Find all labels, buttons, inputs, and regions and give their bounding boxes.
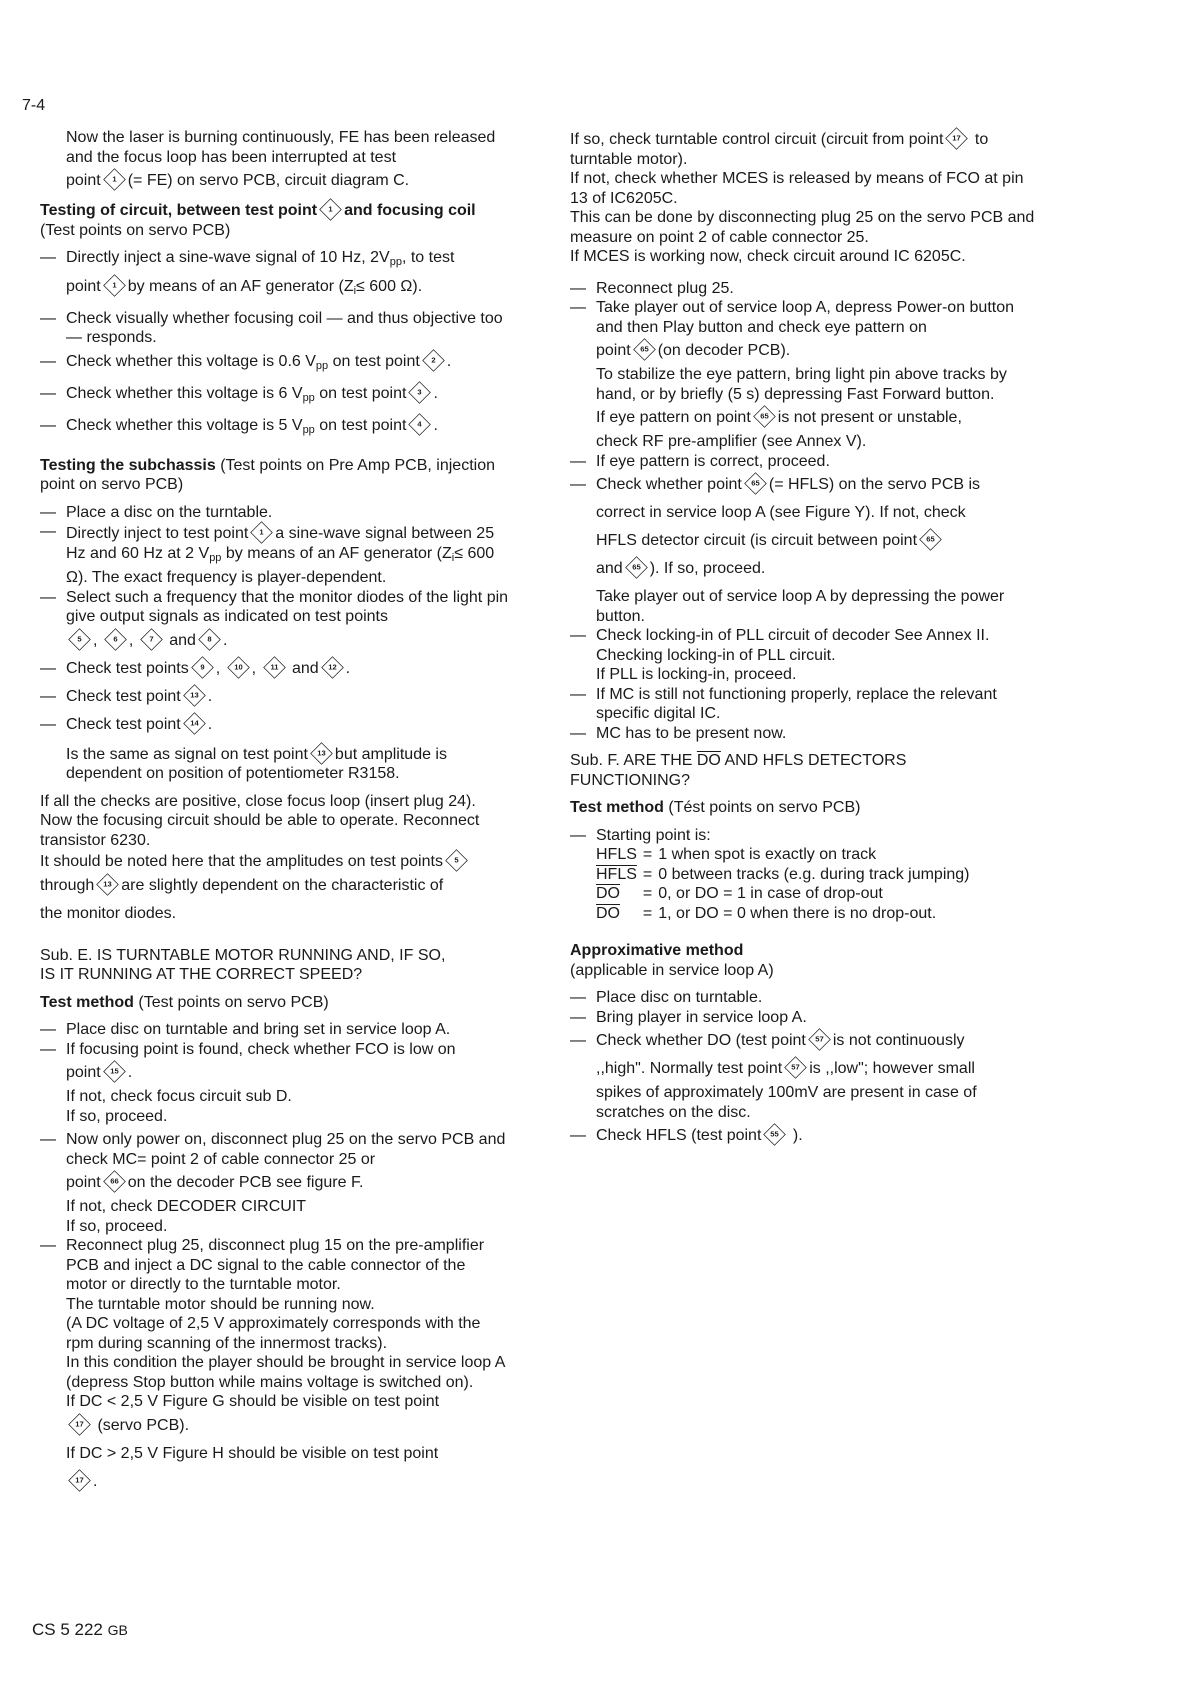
test-point-marker: 4	[409, 413, 432, 436]
test-point-marker: 1	[103, 274, 126, 297]
step-e-dc-less-point: 17 (servo PCB).	[40, 1412, 510, 1440]
step-hfls-and: and 65 ). If so, proceed.	[570, 555, 1044, 583]
step-eye-pattern-point: point 65 (on decoder PCB).	[570, 337, 1044, 365]
step-check-voltage-5: — Check whether this voltage is 5 $V_{pp}$ on test point 4 .	[40, 412, 510, 444]
table-row: HFLS = 0 between tracks (e.g. during track jumping)	[596, 865, 970, 883]
step-check-do: — Check whether DO (test point 57 is not continuously	[570, 1027, 1044, 1055]
test-point-marker: 10	[227, 656, 250, 679]
test-point-marker: 65	[625, 556, 648, 579]
step-e-power-on: — Now only power on, disconnect plug 25 on the servo PCB and check MC= point 2 of cable connector 25 or	[40, 1130, 510, 1169]
step-e-if-not: If not, check focus circuit sub D.	[66, 1088, 292, 1105]
test-point-marker: 1	[103, 168, 126, 191]
step-e-reconnect: — Reconnect plug 25, disconnect plug 15 on the pre-amplifier PCB and inject a DC signal to the cable connector of the motor or directly to the turntable motor.	[40, 1236, 510, 1295]
paragraph-mces: If not, check whether MCES is released by means of FCO at pin 13 of IC6205C.	[570, 170, 1024, 207]
step-inject-sine: — Directly inject a sine-wave signal of 10 Hz, $2V_{pp}$, to test	[40, 248, 510, 273]
step-check-test-points: — Check test points 9 , 10 , 11 and 12 .	[40, 655, 510, 683]
step-bring-player: — Bring player in service loop A.	[570, 1008, 1044, 1028]
step-e-place-disc: — Place disc on turntable and bring set in service loop A.	[40, 1020, 510, 1040]
paragraph-mces-working: If MCES is working now, check circuit around IC 6205C.	[570, 248, 966, 265]
test-point-marker: 17	[946, 127, 969, 150]
test-point-marker: 55	[764, 1123, 787, 1146]
step-e-focusing: — If focusing point is found, check whether FCO is low on	[40, 1040, 510, 1060]
heading-approximative-sub: (applicable in service loop A)	[570, 961, 774, 979]
test-point-marker: 14	[183, 712, 206, 735]
step-eye-unstable: If eye pattern on point 65 is not present or unstable,	[570, 404, 1044, 432]
test-point-marker: 65	[744, 472, 767, 495]
step-e-dc-greater-point: 17 .	[40, 1468, 510, 1496]
step-check-rf: check RF pre-amplifier (see Annex V).	[596, 433, 867, 450]
test-point-marker: 57	[784, 1056, 807, 1079]
right-column	[570, 128, 1044, 1150]
step-check-hfls-point: — Check whether point 65 (= HFLS) on the servo PCB is	[570, 471, 1044, 499]
step-e-focusing-point: point 15 .	[40, 1059, 510, 1087]
paragraph-amplitudes-cont: through 13 are slightly dependent on the characteristic of	[40, 872, 510, 900]
step-e-if-so-2: If so, proceed.	[66, 1217, 168, 1235]
step-check-coil: — Check visually whether focusing coil — and thus objective too — responds.	[40, 309, 510, 348]
heading-sub-e-line2: IS IT RUNNING AT THE CORRECT SPEED?	[40, 966, 363, 983]
step-check-14: — Check test point 14 .	[40, 711, 510, 739]
step-reconnect-25: — Reconnect plug 25.	[570, 279, 1044, 299]
step-e-decoder: If not, check DECODER CIRCUIT	[66, 1198, 307, 1215]
step-inject-sine-point: point 1 by means of an AF generator ($Z_i\le 600$ Ω).	[40, 273, 510, 305]
test-point-marker: 13	[183, 684, 206, 707]
test-point-marker: 65	[919, 528, 942, 551]
step-mc-present: — MC has to be present now.	[570, 724, 1044, 744]
heading-sub-e-line1: Sub. E. IS TURNTABLE MOTOR RUNNING AND, IF SO,	[40, 946, 446, 964]
step-e-dc-less: If DC < 2,5 V Figure G should be visible on test point	[66, 1393, 440, 1410]
test-point-marker: 15	[103, 1060, 126, 1083]
step-pll-locking: — Check locking-in of PLL circuit of decoder See Annex II. Checking locking-in of PLL circuit.	[570, 626, 1044, 665]
heading-approximative: Approximative method	[570, 942, 744, 959]
step-check-hfls-loop: correct in service loop A (see Figure Y). If not, check	[596, 504, 966, 521]
step-select-frequency-points: 5 , 6 , 7 and 8 .	[40, 627, 510, 655]
step-place-disc-f: — Place disc on turntable.	[570, 988, 1044, 1008]
step-check-do-spikes: spikes of approximately 100mV are present in case of scratches on the disc.	[596, 1084, 977, 1121]
heading-sub-f-line2: FUNCTIONING?	[570, 771, 690, 789]
test-point-marker: 17	[68, 1469, 91, 1492]
step-pll-proceed: If PLL is locking-in, proceed.	[596, 666, 797, 683]
step-note-14: Is the same as signal on test point 13 but amplitude is dependent on position of potentiometer R3158.	[40, 743, 510, 784]
step-inject-test-point: — Directly inject to test point 1 a sine-wave signal between 25 Hz and 60 Hz at 2 $V_{pp}$ by means of an AF generator ($Z_i\le 600$ Ω). The exact frequency is player-dependent.	[40, 522, 510, 588]
signal-table	[596, 845, 976, 923]
step-mc-not-functioning: — If MC is still not functioning properly, replace the relevant specific digital IC.	[570, 685, 1044, 724]
paragraph-turntable-control: If so, check turntable control circuit (circuit from point 17 to turntable motor).	[570, 128, 1044, 169]
step-place-disc: — Place a disc on the turntable.	[40, 503, 510, 523]
test-point-marker: 13	[96, 873, 119, 896]
footer-code: CS 5 222 GB	[32, 1620, 128, 1639]
step-eye-correct: — If eye pattern is correct, proceed.	[570, 452, 1044, 472]
test-point-marker: 6	[104, 628, 127, 651]
step-take-out-power: Take player out of service loop A by depressing the power button.	[596, 588, 1005, 625]
step-e-if-so: If so, proceed.	[66, 1107, 168, 1125]
table-row: $\overline{DO}$ = 1, or DO = 0 when there is no drop-out.	[596, 904, 937, 922]
test-point-marker: 9	[191, 656, 214, 679]
paragraph-amplitudes-end: the monitor diodes.	[40, 904, 177, 922]
paragraph-disconnect: This can be done by disconnecting plug 25 on the servo PCB and measure on point 2 of cable connector 25.	[570, 209, 1035, 246]
heading-circuit-test: Testing of circuit, between test point 1 and focusing coil	[40, 199, 510, 221]
test-point-marker: 2	[422, 349, 445, 372]
test-point-marker: 13	[310, 742, 333, 765]
heading-test-method: Test method (Test points on servo PCB)	[40, 993, 329, 1011]
paragraph-laser: Now the laser is burning continuously, FE has been released and the focus loop has been interrupted at test	[66, 129, 496, 166]
left-column	[40, 128, 510, 1496]
step-check-voltage-6: — Check whether this voltage is 6 $V_{pp}$ on test point 3 .	[40, 380, 510, 412]
test-point-marker: 7	[140, 628, 163, 651]
step-e-dc-voltage: (A DC voltage of 2,5 V approximately corresponds with the rpm during scanning of the innermost tracks).	[66, 1315, 481, 1352]
test-point-marker: 12	[321, 656, 344, 679]
test-point-marker: 11	[263, 656, 286, 679]
step-starting-point: — Starting point is:	[570, 826, 1044, 846]
test-point-marker: 3	[409, 381, 432, 404]
step-stabilize: To stabilize the eye pattern, bring light pin above tracks by hand, or by briefly (5 s) depressing Fast Forward button.	[596, 366, 1007, 403]
step-take-player-out: — Take player out of service loop A, depress Power-on button and then Play button and check eye pattern on	[570, 298, 1044, 337]
test-point-marker: 8	[198, 628, 221, 651]
table-row: HFLS = 1 when spot is exactly on track	[596, 846, 877, 863]
step-e-motor-running: The turntable motor should be running now.	[66, 1295, 375, 1313]
step-check-do-high: ,,high". Normally test point 57 is ,,low"; however small	[570, 1055, 1044, 1083]
paragraph-checks-positive: If all the checks are positive, close focus loop (insert plug 24). Now the focusing circuit should be able to operate. Reconnect transistor 6230.	[40, 792, 480, 849]
page-number: 7-4	[22, 97, 46, 114]
test-point-marker: 65	[753, 405, 776, 428]
heading-test-method-f: Test method (Tést points on servo PCB)	[570, 799, 861, 816]
step-hfls-detector: HFLS detector circuit (is circuit between point 65	[570, 527, 1044, 555]
heading-subchassis: Testing the subchassis (Test points on Pre Amp PCB, injection point on servo PCB)	[40, 456, 495, 493]
test-point-marker: 1	[251, 521, 274, 544]
step-check-voltage-06: — Check whether this voltage is 0.6 $V_{pp}$ on test point 2 .	[40, 348, 510, 380]
paragraph-amplitudes: It should be noted here that the amplitudes on test points 5	[40, 850, 510, 872]
test-point-marker: 57	[808, 1028, 831, 1051]
table-row: $\overline{DO}$ = 0, or DO = 1 in case of drop-out	[596, 885, 883, 902]
step-e-service-loop: In this condition the player should be brought in service loop A (depress Stop button while mains voltage is switched on).	[66, 1354, 505, 1391]
heading-circuit-test-sub: (Test points on servo PCB)	[40, 221, 231, 239]
step-select-frequency: — Select such a frequency that the monitor diodes of the light pin give output signals as indicated on test points	[40, 588, 510, 627]
test-point-marker: 5	[68, 628, 91, 651]
test-point-marker: 5	[445, 849, 468, 872]
heading-sub-f-line1: Sub. F. ARE THE $\overline{DO}$ AND HFLS DETECTORS	[570, 752, 907, 769]
test-point-marker: 17	[68, 1413, 91, 1436]
test-point-marker: 66	[103, 1170, 126, 1193]
test-point-marker: 65	[633, 338, 656, 361]
step-e-dc-greater: If DC > 2,5 V Figure H should be visible on test point	[66, 1444, 439, 1462]
test-point-marker: 1	[319, 198, 342, 221]
step-e-power-on-point: point 66 on the decoder PCB see figure F.	[40, 1169, 510, 1197]
step-check-13: — Check test point 13 .	[40, 683, 510, 711]
paragraph-laser-point: point 1 (= FE) on servo PCB, circuit diagram C.	[40, 167, 510, 195]
step-check-hfls: — Check HFLS (test point 55 ).	[570, 1122, 1044, 1150]
